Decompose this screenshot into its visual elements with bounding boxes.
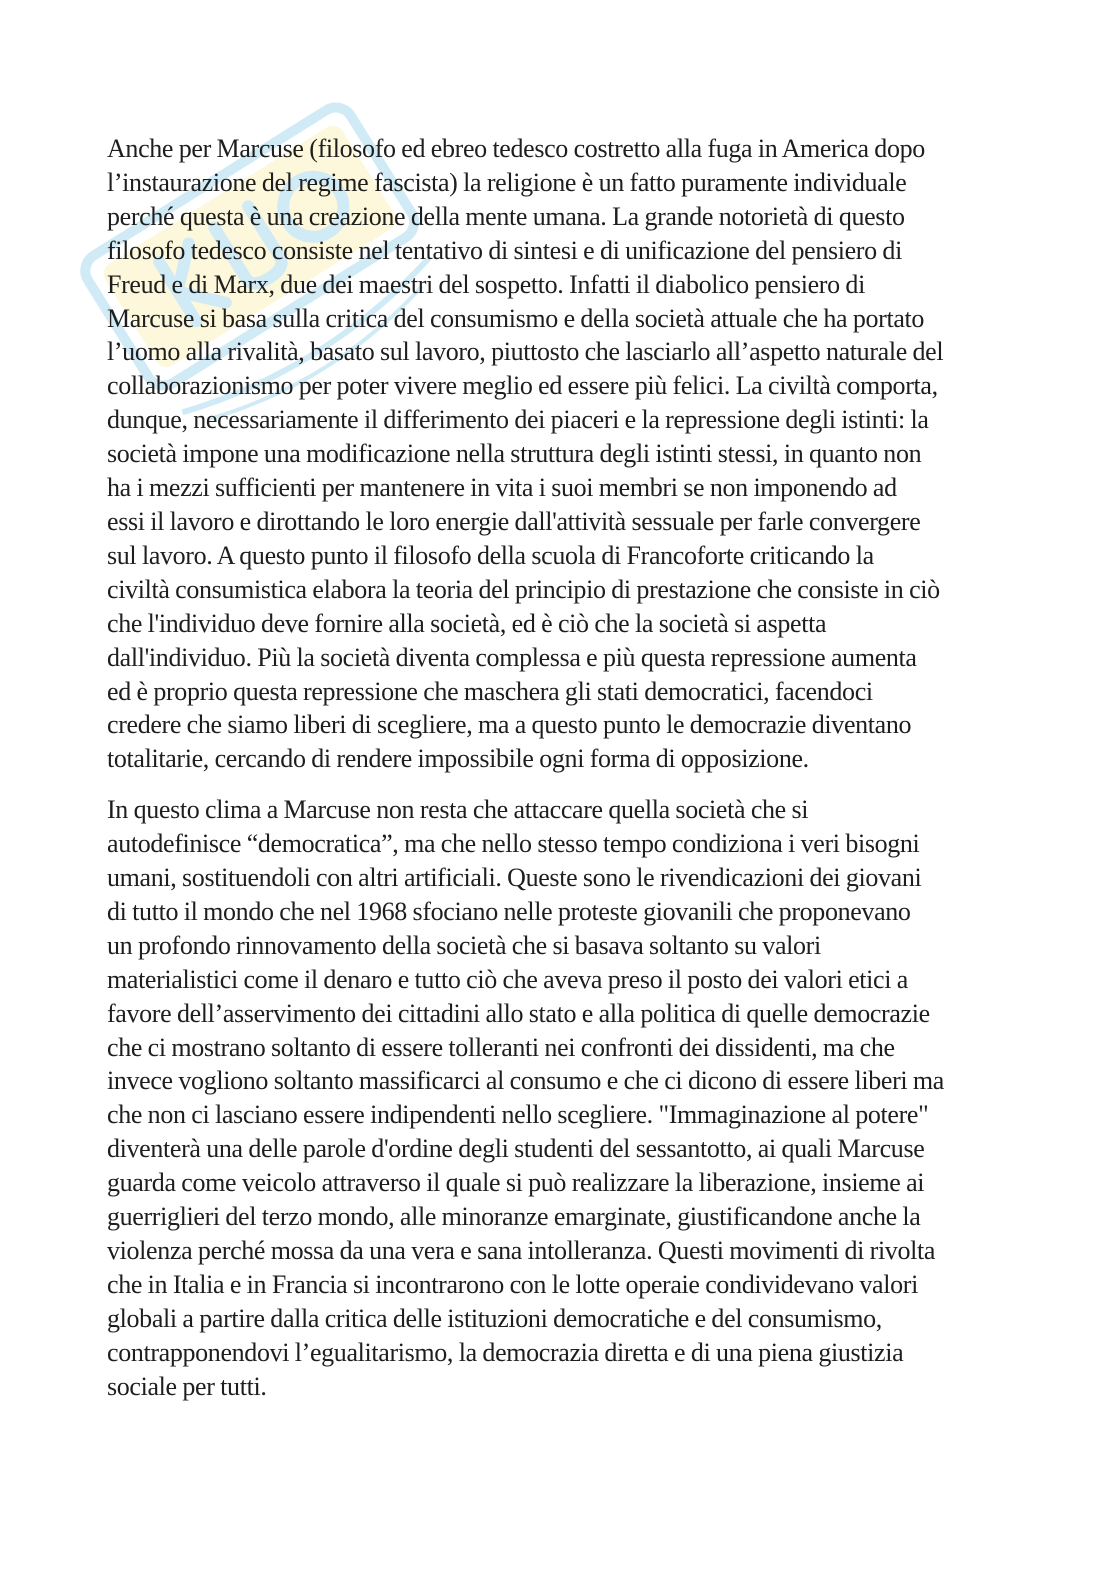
text-line: Freud e di Marx, due dei maestri del sospetto. Infatti il diabolico pensiero di bbox=[107, 269, 865, 299]
text-line: collaborazionismo per poter vivere meglio ed essere più felici. La civiltà comporta, bbox=[107, 371, 938, 401]
text-line: dall'individuo. Più la società diventa complessa e più questa repressione aumenta bbox=[107, 642, 917, 672]
text-line: guarda come veicolo attraverso il quale si può realizzare la liberazione, insieme ai bbox=[107, 1168, 925, 1198]
text-line: di tutto il mondo che nel 1968 sfociano nelle proteste giovanili che proponevano bbox=[107, 896, 911, 926]
text-line: che ci mostrano soltanto di essere tolleranti nei confronti dei dissidenti, ma che bbox=[107, 1032, 895, 1062]
text-line: filosofo tedesco consiste nel tentativo di sintesi e di unificazione del pensiero di bbox=[107, 235, 902, 265]
text-line: materialistici come il denaro e tutto ciò che aveva preso il posto dei valori etici a bbox=[107, 964, 908, 994]
text-line: che in Italia e in Francia si incontrarono con le lotte operaie condividevano valori bbox=[107, 1269, 918, 1299]
text-line: civiltà consumistica elabora la teoria del principio di prestazione che consiste in ciò bbox=[107, 574, 940, 604]
text-line: che l'individuo deve fornire alla società, ed è ciò che la società si aspetta bbox=[107, 608, 827, 638]
text-line: favore dell’asservimento dei cittadini allo stato e alla politica di quelle democrazie bbox=[107, 998, 930, 1028]
text-line: diventerà una delle parole d'ordine degli studenti del sessantotto, ai quali Marcuse bbox=[107, 1134, 925, 1164]
text-line: ed è proprio questa repressione che maschera gli stati democratici, facendoci bbox=[107, 676, 873, 706]
paragraph-marcuse-1968 bbox=[107, 793, 1012, 1403]
text-line: che non ci lasciano essere indipendenti nello scegliere. "Immaginazione al potere" bbox=[107, 1100, 929, 1130]
text-line: totalitarie, cercando di rendere impossibile ogni forma di opposizione. bbox=[107, 744, 809, 774]
text-line: autodefinisce “democratica”, ma che nello stesso tempo condiziona i veri bisogni bbox=[107, 829, 920, 859]
text-line: un profondo rinnovamento della società che si basava soltanto su valori bbox=[107, 930, 821, 960]
text-line: contrapponendovi l’egualitarismo, la democrazia diretta e di una piena giustizia bbox=[107, 1337, 904, 1367]
text-line: umani, sostituendoli con altri artificiali. Queste sono le rivendicazioni dei giovani bbox=[107, 863, 922, 893]
text-line: sociale per tutti. bbox=[107, 1371, 267, 1401]
text-line: invece vogliono soltanto massificarci al consumo e che ci dicono di essere liberi ma bbox=[107, 1066, 944, 1096]
text-line: sul lavoro. A questo punto il filosofo della scuola di Francoforte criticando la bbox=[107, 540, 874, 570]
text-line: guerriglieri del terzo mondo, alle minoranze emarginate, giustificandone anche la bbox=[107, 1202, 921, 1232]
paragraph-marcuse-religion bbox=[107, 132, 1012, 776]
text-line: società impone una modificazione nella struttura degli istinti stessi, in quanto non bbox=[107, 439, 922, 469]
text-line: In questo clima a Marcuse non resta che attaccare quella società che si bbox=[107, 795, 809, 825]
text-line: l’instaurazione del regime fascista) la religione è un fatto puramente individuale bbox=[107, 167, 907, 197]
text-line: Marcuse si basa sulla critica del consumismo e della società attuale che ha portato bbox=[107, 303, 925, 333]
text-line: dunque, necessariamente il differimento dei piaceri e la repressione degli istinti: la bbox=[107, 405, 929, 435]
text-line: l’uomo alla rivalità, basato sul lavoro, piuttosto che lasciarlo all’aspetto naturale del bbox=[107, 337, 944, 367]
text-line: Anche per Marcuse (filosofo ed ebreo tedesco costretto alla fuga in America dopo bbox=[107, 134, 925, 163]
text-line: perché questa è una creazione della mente umana. La grande notorietà di questo bbox=[107, 201, 905, 231]
text-line: credere che siamo liberi di scegliere, ma a questo punto le democrazie diventano bbox=[107, 710, 912, 740]
text-line: essi il lavoro e dirottando le loro energie dall'attività sessuale per farle convergere bbox=[107, 506, 921, 536]
text-line: violenza perché mossa da una vera e sana intolleranza. Questi movimenti di rivolta bbox=[107, 1236, 936, 1265]
text-line: ha i mezzi sufficienti per mantenere in vita i suoi membri se non imponendo ad bbox=[107, 473, 897, 503]
text-line: globali a partire dalla critica delle istituzioni democratiche e del consumismo, bbox=[107, 1303, 882, 1333]
document-body bbox=[107, 132, 1012, 1421]
